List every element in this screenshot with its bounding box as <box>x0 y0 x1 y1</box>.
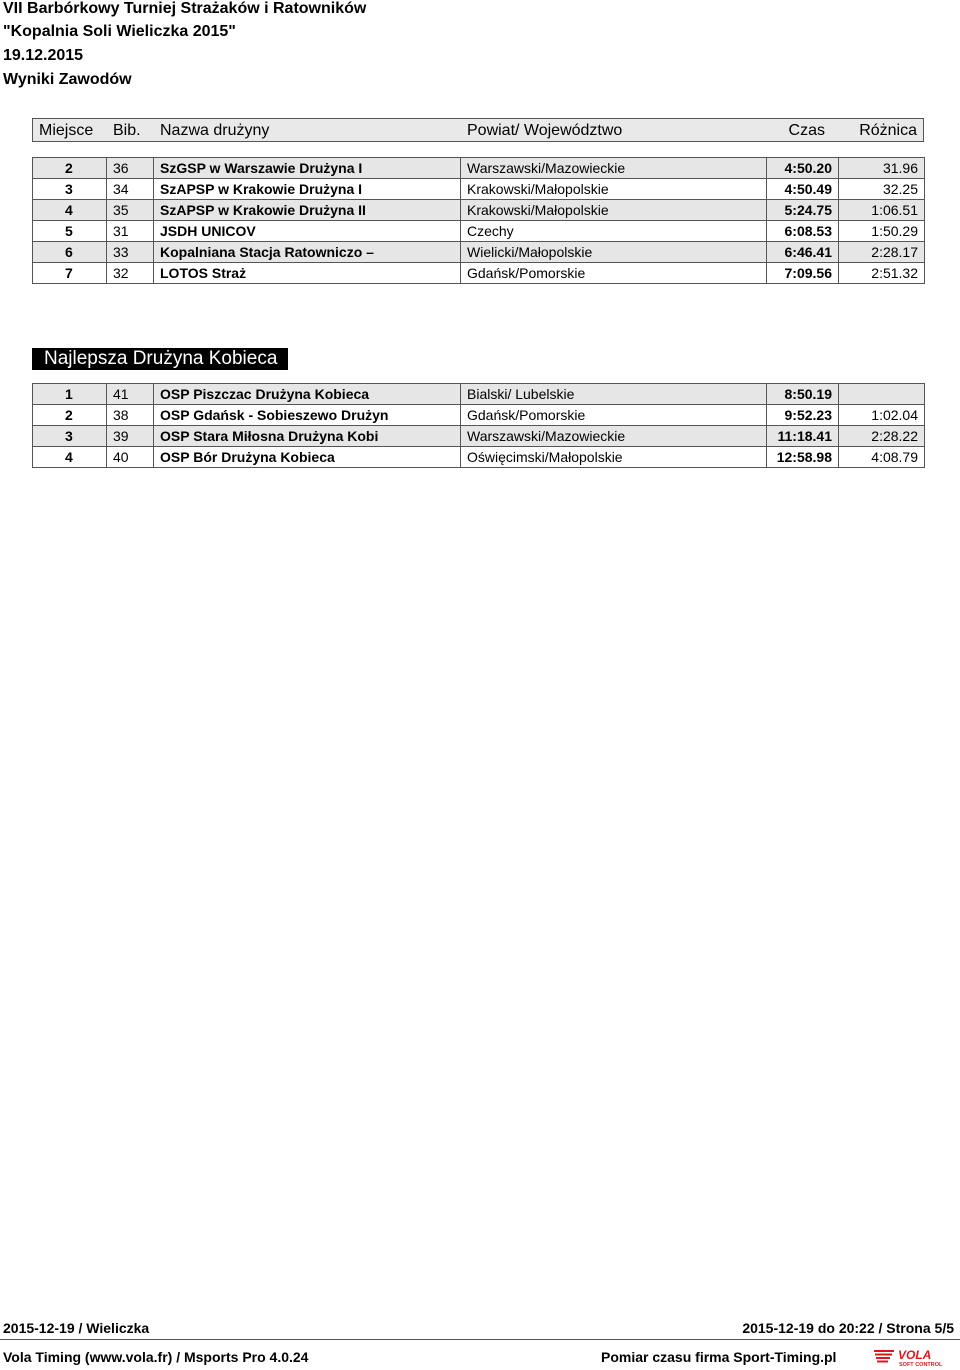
cell-bib: 41 <box>107 384 154 405</box>
cell-place: 6 <box>33 242 107 263</box>
cell-bib: 36 <box>107 158 154 179</box>
cell-diff: 2:28.22 <box>839 426 925 447</box>
cell-region: Warszawski/Mazowieckie <box>461 158 767 179</box>
footer-software: Vola Timing (www.vola.fr) / Msports Pro 4.0.24 <box>3 1349 309 1365</box>
svg-text:SOFT CONTROL: SOFT CONTROL <box>899 1362 943 1367</box>
cell-region: Gdańsk/Pomorskie <box>461 405 767 426</box>
cell-diff: 1:02.04 <box>839 405 925 426</box>
cell-region: Bialski/ Lubelskie <box>461 384 767 405</box>
cell-team: OSP Piszczac Drużyna Kobieca <box>154 384 461 405</box>
cell-region: Gdańsk/Pomorskie <box>461 263 767 284</box>
cell-team: SzAPSP w Krakowie Drużyna I <box>154 179 461 200</box>
column-header-diff: Różnica <box>859 122 917 139</box>
table-row <box>33 263 925 284</box>
cell-place: 2 <box>33 158 107 179</box>
vola-logo-icon <box>872 1347 956 1367</box>
cell-time: 8:50.19 <box>767 384 839 405</box>
svg-text:VOLA: VOLA <box>898 1348 932 1362</box>
table-row <box>33 426 925 447</box>
cell-place: 1 <box>33 384 107 405</box>
cell-region: Czechy <box>461 221 767 242</box>
cell-place: 7 <box>33 263 107 284</box>
cell-place: 4 <box>33 200 107 221</box>
cell-team: OSP Stara Miłosna Drużyna Kobi <box>154 426 461 447</box>
cell-bib: 40 <box>107 447 154 468</box>
cell-diff: 1:50.29 <box>839 221 925 242</box>
cell-place: 3 <box>33 179 107 200</box>
column-header-place: Miejsce <box>39 122 94 139</box>
cell-place: 3 <box>33 426 107 447</box>
table-row <box>33 447 925 468</box>
cell-bib: 34 <box>107 179 154 200</box>
cell-time: 12:58.98 <box>767 447 839 468</box>
cell-time: 5:24.75 <box>767 200 839 221</box>
cell-team: SzAPSP w Krakowie Drużyna II <box>154 200 461 221</box>
cell-bib: 38 <box>107 405 154 426</box>
column-header-time: Czas <box>788 122 825 139</box>
cell-team: LOTOS Straż <box>154 263 461 284</box>
cell-bib: 32 <box>107 263 154 284</box>
cell-time: 11:18.41 <box>767 426 839 447</box>
cell-place: 2 <box>33 405 107 426</box>
table-row <box>33 405 925 426</box>
cell-diff: 2:51.32 <box>839 263 925 284</box>
cell-diff <box>839 384 925 405</box>
footer-timing-company: Pomiar czasu firma Sport-Timing.pl <box>601 1349 837 1365</box>
cell-region: Warszawski/Mazowieckie <box>461 426 767 447</box>
cell-bib: 31 <box>107 221 154 242</box>
footer-date-place: 2015-12-19 / Wieliczka <box>3 1320 150 1336</box>
cell-diff: 32.25 <box>839 179 925 200</box>
column-header-row <box>32 118 924 142</box>
table-row <box>33 200 925 221</box>
cell-time: 6:46.41 <box>767 242 839 263</box>
cell-place: 4 <box>33 447 107 468</box>
footer-divider <box>0 1339 960 1340</box>
table-row <box>33 158 925 179</box>
cell-team: OSP Bór Drużyna Kobieca <box>154 447 461 468</box>
cell-place: 5 <box>33 221 107 242</box>
cell-team: SzGSP w Warszawie Drużyna I <box>154 158 461 179</box>
table-row <box>33 179 925 200</box>
section-title-women: Najlepsza Drużyna Kobieca <box>32 348 288 370</box>
cell-diff: 4:08.79 <box>839 447 925 468</box>
cell-region: Krakowski/Małopolskie <box>461 200 767 221</box>
cell-team: OSP Gdańsk - Sobieszewo Drużyn <box>154 405 461 426</box>
cell-time: 6:08.53 <box>767 221 839 242</box>
event-subtitle: "Kopalnia Soli Wieliczka 2015" <box>3 23 236 40</box>
cell-diff: 1:06.51 <box>839 200 925 221</box>
cell-bib: 35 <box>107 200 154 221</box>
table-row <box>33 221 925 242</box>
column-header-team: Nazwa drużyny <box>160 122 270 139</box>
cell-time: 4:50.49 <box>767 179 839 200</box>
cell-bib: 39 <box>107 426 154 447</box>
cell-region: Wielicki/Małopolskie <box>461 242 767 263</box>
cell-region: Oświęcimski/Małopolskie <box>461 447 767 468</box>
event-title: VII Barbórkowy Turniej Strażaków i Ratowników <box>3 0 367 17</box>
event-date: 19.12.2015 <box>3 47 84 64</box>
cell-team: Kopalniana Stacja Ratowniczo – <box>154 242 461 263</box>
cell-team: JSDH UNICOV <box>154 221 461 242</box>
table-row <box>33 242 925 263</box>
column-header-bib: Bib. <box>113 122 141 139</box>
cell-diff: 31.96 <box>839 158 925 179</box>
women-results-table <box>32 383 925 468</box>
cell-time: 7:09.56 <box>767 263 839 284</box>
footer-page-info: 2015-12-19 do 20:22 / Strona 5/5 <box>742 1320 954 1336</box>
table-row <box>33 384 925 405</box>
cell-region: Krakowski/Małopolskie <box>461 179 767 200</box>
column-header-region: Powiat/ Województwo <box>467 122 623 139</box>
cell-time: 9:52.23 <box>767 405 839 426</box>
cell-time: 4:50.20 <box>767 158 839 179</box>
cell-bib: 33 <box>107 242 154 263</box>
results-table <box>32 157 925 284</box>
cell-diff: 2:28.17 <box>839 242 925 263</box>
report-title: Wyniki Zawodów <box>3 71 132 88</box>
